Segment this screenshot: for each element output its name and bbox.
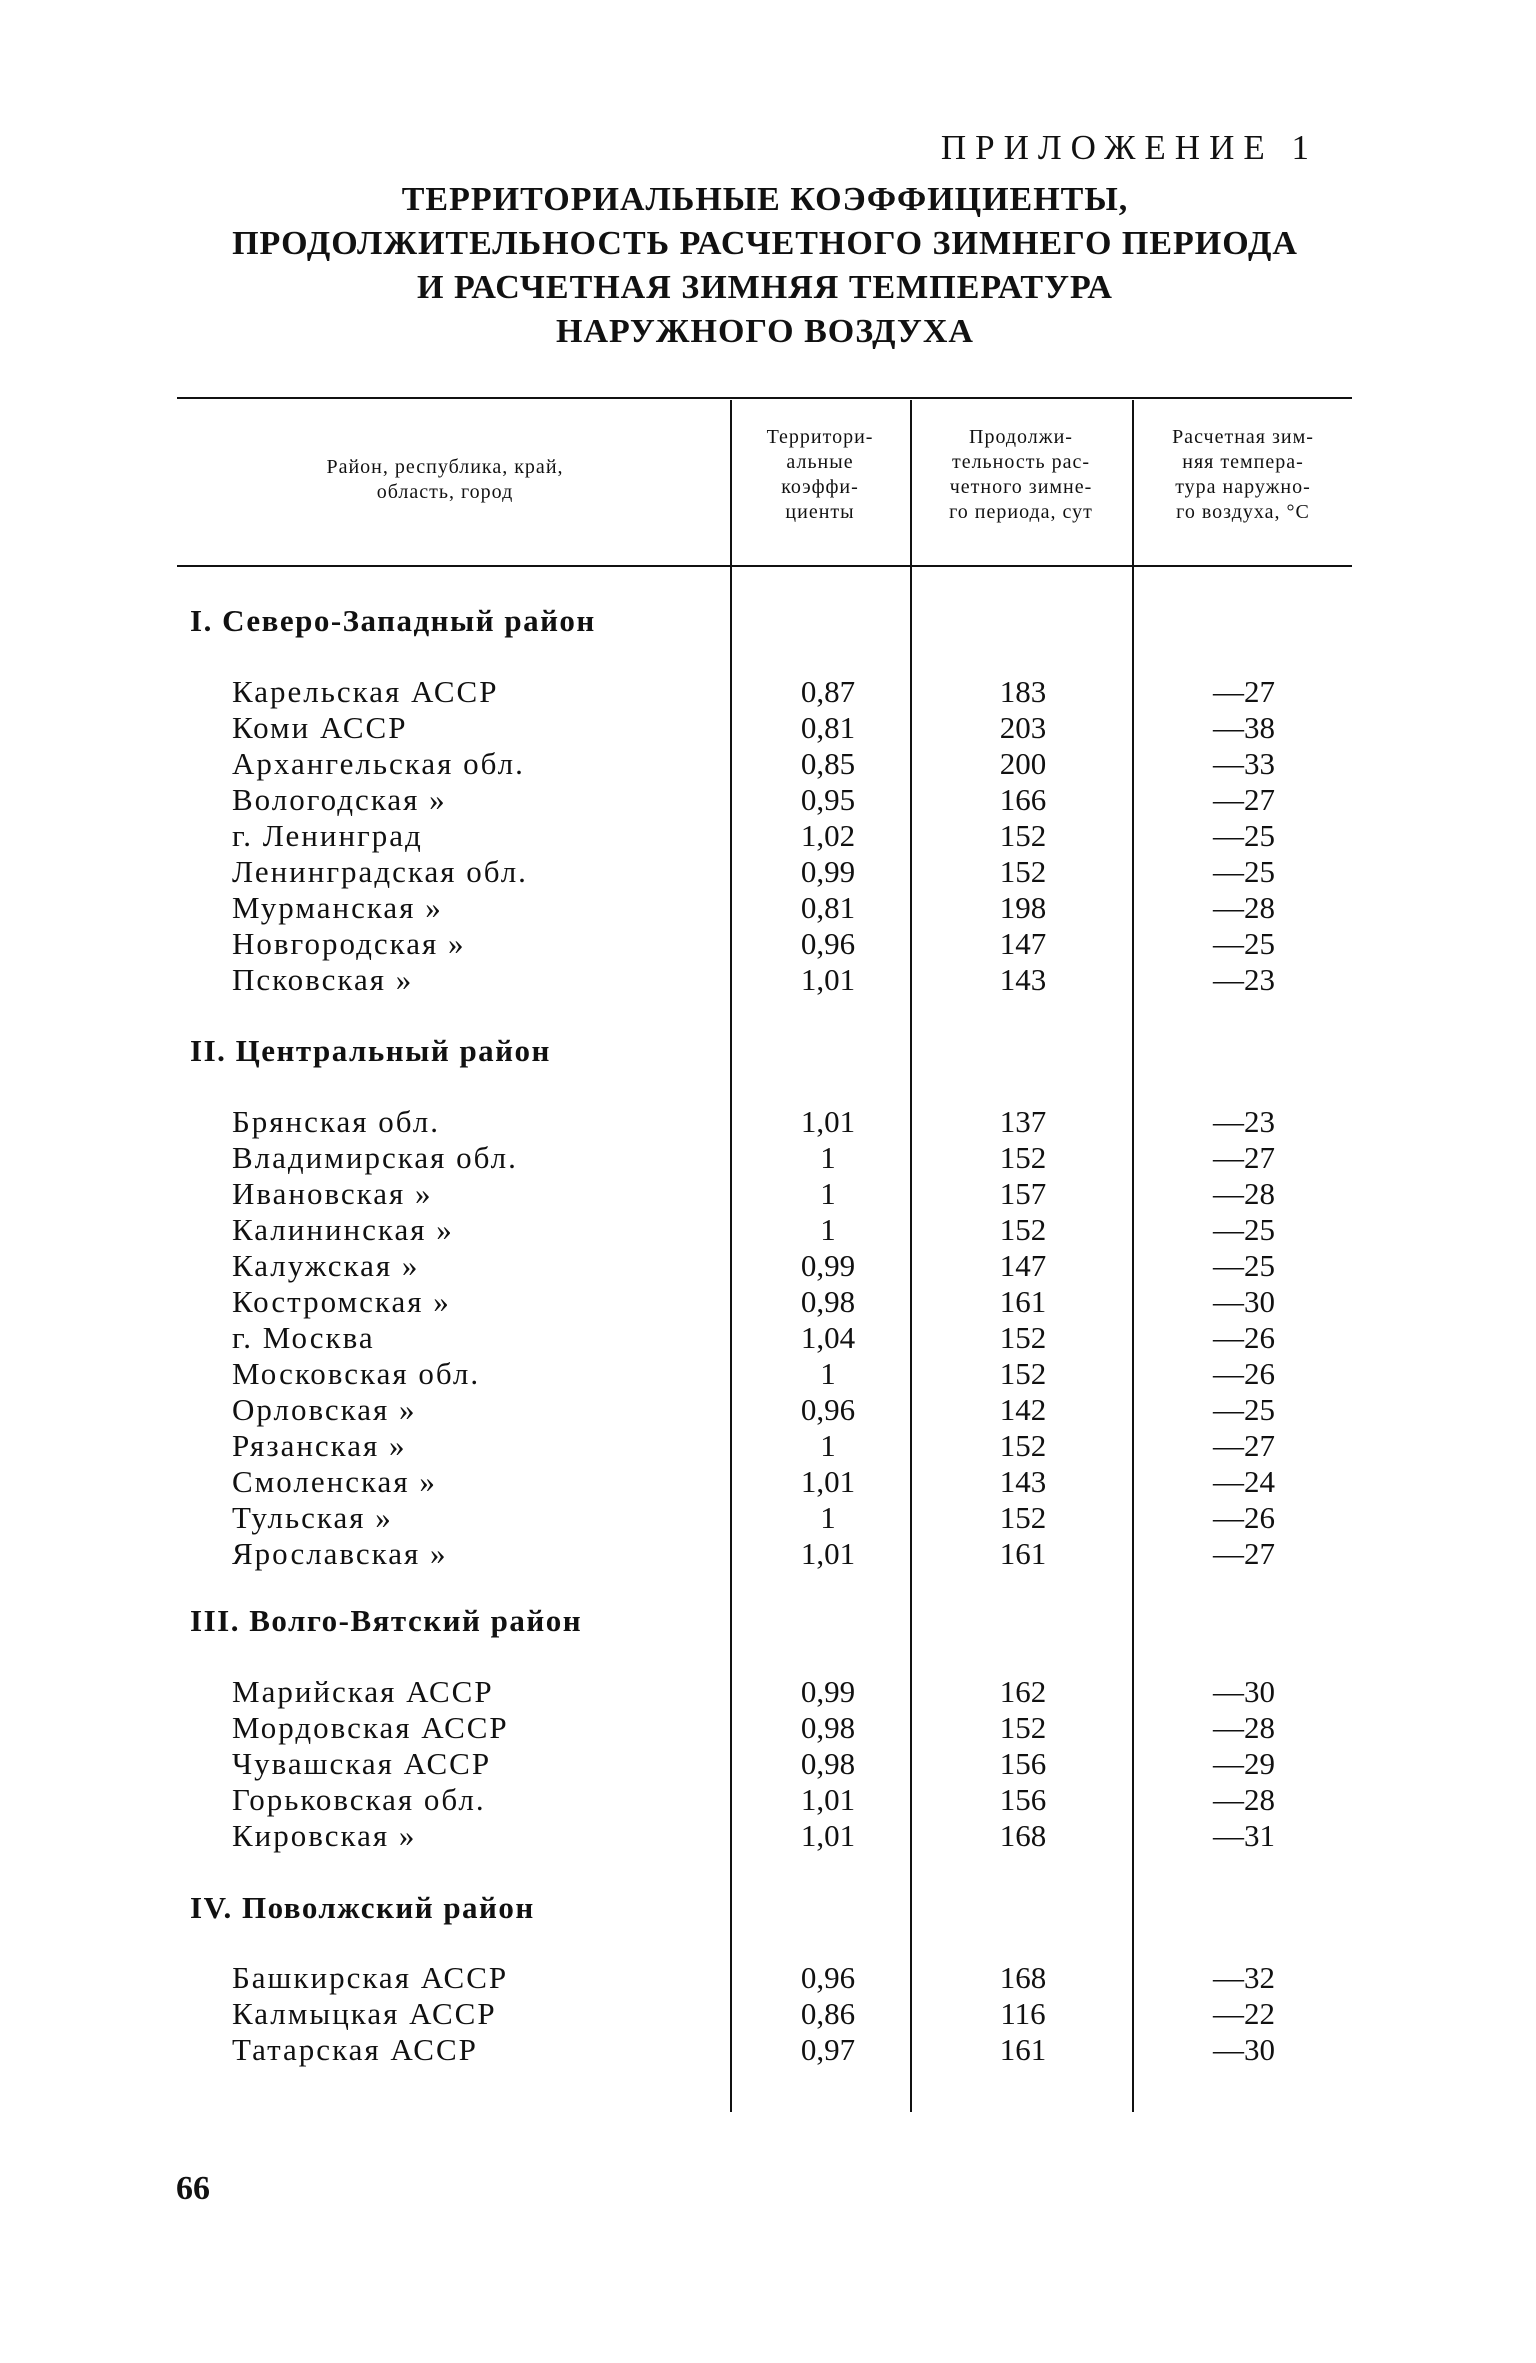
page-title <box>150 178 1380 354</box>
temperature-value: —30 <box>1213 2032 1275 2067</box>
coefficient-value: 1 <box>820 1176 836 1211</box>
coefficient-value: 0,96 <box>800 926 856 961</box>
temperature-value: —25 <box>1213 1248 1275 1283</box>
duration-value: 152 <box>999 818 1047 853</box>
duration-value: 183 <box>999 674 1047 709</box>
table-row <box>0 1996 1536 2032</box>
table-row <box>0 1464 1536 1500</box>
table-row <box>0 1674 1536 1710</box>
coefficient-value: 0,81 <box>800 710 856 745</box>
region-name: Брянская обл. <box>232 1104 440 1139</box>
duration-value: 143 <box>999 1464 1047 1499</box>
duration-value: 152 <box>999 854 1047 889</box>
table-row <box>0 890 1536 926</box>
region-name: г. Ленинград <box>232 818 423 853</box>
region-name: Башкирская АССР <box>232 1960 509 1995</box>
region-name: Мордовская АССР <box>232 1710 509 1745</box>
coefficient-value: 0,96 <box>800 1960 856 1995</box>
duration-value: 168 <box>999 1960 1047 1995</box>
coefficient-value: 1 <box>820 1428 836 1463</box>
temperature-value: —27 <box>1213 1428 1275 1463</box>
duration-value: 162 <box>999 1674 1047 1709</box>
table-row <box>0 962 1536 998</box>
duration-value: 156 <box>999 1782 1047 1817</box>
temperature-value: —27 <box>1213 1140 1275 1175</box>
coefficient-value: 0,95 <box>800 782 856 817</box>
temperature-value: —25 <box>1213 1392 1275 1427</box>
duration-value: 152 <box>999 1212 1047 1247</box>
duration-value: 147 <box>999 926 1047 961</box>
table-row <box>0 1428 1536 1464</box>
duration-value: 116 <box>1000 1996 1046 2031</box>
region-name: Карельская АССР <box>232 674 499 709</box>
table-top-rule <box>177 397 1352 399</box>
table-row <box>0 782 1536 818</box>
region-name: Архангельская обл. <box>232 746 525 781</box>
coefficient-value: 1,01 <box>800 962 856 997</box>
duration-value: 200 <box>999 746 1047 781</box>
region-name: Костромская » <box>232 1284 451 1319</box>
table-row <box>0 1960 1536 1996</box>
coefficient-value: 0,98 <box>800 1284 856 1319</box>
title-line: ТЕРРИТОРИАЛЬНЫЕ КОЭФФИЦИЕНТЫ, <box>401 181 1129 218</box>
region-name: Коми АССР <box>232 710 408 745</box>
region-name: Рязанская » <box>232 1428 407 1463</box>
region-name: Чувашская АССР <box>232 1746 492 1781</box>
table-row <box>0 1536 1536 1572</box>
temperature-value: —26 <box>1213 1320 1275 1355</box>
duration-value: 156 <box>999 1746 1047 1781</box>
table-row <box>0 1710 1536 1746</box>
coefficient-value: 1,01 <box>800 1818 856 1853</box>
temperature-value: —32 <box>1213 1960 1275 1995</box>
duration-value: 161 <box>999 1284 1047 1319</box>
coefficient-value: 0,99 <box>800 854 856 889</box>
table-row <box>0 1212 1536 1248</box>
region-name: Ивановская » <box>232 1176 433 1211</box>
duration-value: 203 <box>999 710 1047 745</box>
duration-value: 147 <box>999 1248 1047 1283</box>
duration-value: 152 <box>999 1710 1047 1745</box>
temperature-value: —30 <box>1213 1674 1275 1709</box>
table-row <box>0 1248 1536 1284</box>
coefficient-value: 0,98 <box>800 1746 856 1781</box>
header-temperature: Расчетная зим- няя темпера- тура наружно- го воздуха, °С <box>1172 426 1314 523</box>
table-row <box>0 1176 1536 1212</box>
coefficient-value: 0,87 <box>800 674 856 709</box>
table-row <box>0 674 1536 710</box>
title-line: ПРОДОЛЖИТЕЛЬНОСТЬ РАСЧЕТНОГО ЗИМНЕГО ПЕРИОДА <box>232 225 1298 262</box>
coefficient-value: 1,01 <box>800 1464 856 1499</box>
temperature-value: —26 <box>1213 1500 1275 1535</box>
table-row <box>0 1140 1536 1176</box>
table-row <box>0 1782 1536 1818</box>
table-row <box>0 1746 1536 1782</box>
header-region: Район, республика, край, область, город <box>326 456 564 503</box>
coefficient-value: 0,97 <box>800 2032 856 2067</box>
temperature-value: —27 <box>1213 782 1275 817</box>
coefficient-value: 0,98 <box>800 1710 856 1745</box>
title-line: И РАСЧЕТНАЯ ЗИМНЯЯ ТЕМПЕРАТУРА <box>417 269 1113 306</box>
coefficient-value: 1,01 <box>800 1536 856 1571</box>
temperature-value: —29 <box>1213 1746 1275 1781</box>
table-row <box>0 746 1536 782</box>
duration-value: 152 <box>999 1428 1047 1463</box>
section-title: III. Волго-Вятский район <box>190 1603 583 1638</box>
temperature-value: —23 <box>1213 1104 1275 1139</box>
coefficient-value: 0,81 <box>800 890 856 925</box>
temperature-value: —25 <box>1213 818 1275 853</box>
coefficient-value: 1,02 <box>800 818 856 853</box>
table-row <box>0 1500 1536 1536</box>
table-row <box>0 2032 1536 2068</box>
coefficient-value: 0,96 <box>800 1392 856 1427</box>
temperature-value: —28 <box>1213 1710 1275 1745</box>
coefficient-value: 1 <box>820 1140 836 1175</box>
region-name: Калмыцкая АССР <box>232 1996 497 2031</box>
temperature-value: —28 <box>1213 890 1275 925</box>
region-name: г. Москва <box>232 1320 375 1355</box>
temperature-value: —28 <box>1213 1782 1275 1817</box>
title-line: НАРУЖНОГО ВОЗДУХА <box>556 313 974 350</box>
section-title: I. Северо-Западный район <box>190 603 596 638</box>
table-header-rule <box>177 565 1352 567</box>
temperature-value: —25 <box>1213 854 1275 889</box>
table-row <box>0 818 1536 854</box>
region-name: Ярославская » <box>232 1536 448 1571</box>
temperature-value: —26 <box>1213 1356 1275 1391</box>
temperature-value: —33 <box>1213 746 1275 781</box>
coefficient-value: 1,01 <box>800 1782 856 1817</box>
region-name: Смоленская » <box>232 1464 437 1499</box>
table-row <box>0 1818 1536 1854</box>
coefficient-value: 0,99 <box>800 1248 856 1283</box>
region-name: Вологодская » <box>232 782 447 817</box>
header-coefficient: Территори- альные коэффи- циенты <box>766 426 874 523</box>
duration-value: 143 <box>999 962 1047 997</box>
duration-value: 152 <box>999 1356 1047 1391</box>
duration-value: 198 <box>999 890 1047 925</box>
region-name: Марийская АССР <box>232 1674 494 1709</box>
appendix-label: ПРИЛОЖЕНИЕ 1 <box>940 128 1318 167</box>
table-row <box>0 1104 1536 1140</box>
temperature-value: —22 <box>1213 1996 1275 2031</box>
temperature-value: —38 <box>1213 710 1275 745</box>
region-name: Горьковская обл. <box>232 1782 486 1817</box>
coefficient-value: 0,99 <box>800 1674 856 1709</box>
region-name: Московская обл. <box>232 1356 481 1391</box>
section-title: IV. Поволжский район <box>190 1890 535 1925</box>
temperature-value: —27 <box>1213 1536 1275 1571</box>
duration-value: 161 <box>999 2032 1047 2067</box>
header-duration: Продолжи- тельность рас- четного зимне- го периода, сут <box>949 426 1093 523</box>
coefficient-value: 0,86 <box>800 1996 856 2031</box>
duration-value: 137 <box>999 1104 1047 1139</box>
region-name: Ленинградская обл. <box>232 854 528 889</box>
table-row <box>0 1356 1536 1392</box>
coefficient-value: 1,04 <box>800 1320 856 1355</box>
region-name: Кировская » <box>232 1818 417 1853</box>
region-name: Орловская » <box>232 1392 417 1427</box>
temperature-value: —25 <box>1213 926 1275 961</box>
table-row <box>0 1320 1536 1356</box>
coefficient-value: 0,85 <box>800 746 856 781</box>
duration-value: 152 <box>999 1320 1047 1355</box>
region-name: Мурманская » <box>232 890 443 925</box>
region-name: Тульская » <box>232 1500 393 1535</box>
coefficient-value: 1 <box>820 1500 836 1535</box>
region-name: Татарская АССР <box>232 2032 478 2067</box>
table-row <box>0 1392 1536 1428</box>
table-row <box>0 710 1536 746</box>
duration-value: 166 <box>999 782 1047 817</box>
region-name: Псковская » <box>232 962 414 997</box>
table-row <box>0 926 1536 962</box>
duration-value: 161 <box>999 1536 1047 1571</box>
region-name: Владимирская обл. <box>232 1140 518 1175</box>
temperature-value: —25 <box>1213 1212 1275 1247</box>
region-name: Новгородская » <box>232 926 466 961</box>
temperature-value: —30 <box>1213 1284 1275 1319</box>
section-title: II. Центральный район <box>190 1033 551 1068</box>
page-number: 66 <box>176 2170 210 2207</box>
duration-value: 142 <box>999 1392 1047 1427</box>
coefficient-value: 1 <box>820 1356 836 1391</box>
temperature-value: —27 <box>1213 674 1275 709</box>
region-name: Калужская » <box>232 1248 420 1283</box>
duration-value: 157 <box>999 1176 1047 1211</box>
table-row <box>0 854 1536 890</box>
temperature-value: —28 <box>1213 1176 1275 1211</box>
coefficient-value: 1,01 <box>800 1104 856 1139</box>
region-name: Калининская » <box>232 1212 454 1247</box>
duration-value: 152 <box>999 1140 1047 1175</box>
temperature-value: —23 <box>1213 962 1275 997</box>
coefficient-value: 1 <box>820 1212 836 1247</box>
duration-value: 168 <box>999 1818 1047 1853</box>
temperature-value: —31 <box>1213 1818 1275 1853</box>
temperature-value: —24 <box>1213 1464 1275 1499</box>
table-row <box>0 1284 1536 1320</box>
duration-value: 152 <box>999 1500 1047 1535</box>
